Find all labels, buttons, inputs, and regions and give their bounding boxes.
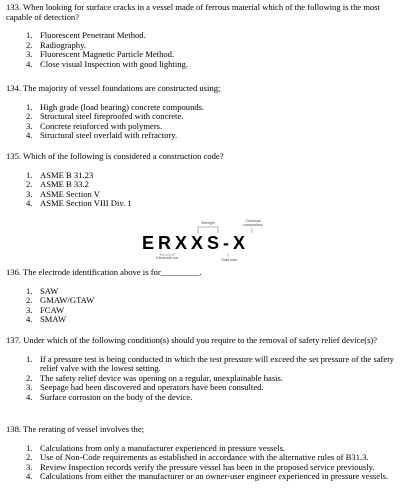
question-text: 134. The majority of vessel foundations are constructed using; (6, 83, 221, 93)
option-item: 3. Concrete reinforced with polymers. (26, 120, 163, 131)
option-item: 1. ASME B 31.23 (26, 169, 94, 180)
option-list (6, 103, 401, 141)
option-item: 1. Calculations from only a manufacturer experienced in pressure vessels. (26, 442, 286, 453)
option-item: 4. SMAW (26, 314, 67, 325)
question-text: 137. Under which of the following condition(s) should you require to the removal of safety relief device(s)? (6, 335, 378, 345)
question-text: 133. When looking for surface cracks in a vessel made of ferrous material which of the following is the most capable of detection? (6, 2, 381, 22)
option-item: 1. If a pressure test is being conducted in which the test pressure will exceed the set pressure of the safety relief valve with the lowest setting. (26, 353, 394, 374)
figure-label-chemical: Chemical composition (243, 219, 263, 227)
figure-label-strength: Strength (201, 221, 215, 225)
option-item: 4. Surface corrosion on the body of the device. (26, 391, 193, 402)
option-item: 3. ASME Section V (26, 188, 101, 199)
option-item: 4. Calculations from either the manufacturer or an owner-user engineer experienced in pressure vessels. (26, 471, 388, 482)
option-item: 4. ASME Section VIII Div. 1 (26, 198, 132, 209)
option-item: 3. Seepage had been discovered and operators have been consulted. (26, 382, 264, 393)
question-136 (6, 268, 401, 325)
option-item: 4. Close visual Inspection with good lighting. (26, 58, 188, 69)
option-item: 4. Structural steel overlaid with refractory. (26, 130, 178, 141)
option-item: 2. Use of Non-Code requirements as established in accordance with the alternative rules of B31.3. (26, 452, 369, 463)
electrode-code: ERXXS-X (142, 233, 250, 253)
question-135 (6, 152, 401, 209)
question-text: 136. The electrode identification above is for_________. (6, 267, 202, 277)
question-134 (6, 84, 401, 141)
question-138 (6, 425, 401, 482)
option-item: 1. Fluorescent Penetrant Method. (26, 30, 146, 41)
question-text: 138. The rerating of vessel involves the; (6, 424, 145, 434)
option-item: 2. ASME B 33.2 (26, 179, 89, 190)
option-list (6, 355, 401, 403)
option-item: 2. Radiography. (26, 39, 86, 50)
option-item: 3. FCAW (26, 304, 65, 315)
option-list (6, 171, 401, 209)
option-list (6, 287, 401, 325)
option-item: 1. SAW (26, 285, 59, 296)
option-item: 3. Fluorescent Magnetic Particle Method. (26, 49, 175, 60)
option-item: 3. Review Inspection records verify the pressure vessel has been in the proposed service previously. (26, 461, 375, 472)
option-item: 2. GMAW/GTAW (26, 295, 95, 306)
electrode-figure (140, 219, 270, 267)
question-137 (6, 336, 401, 403)
option-item: 2. The safety relief device was opening on a regular, unexplainable basis. (26, 372, 284, 383)
figure-label-solid: Solid wire (221, 258, 237, 262)
option-item: 1. High grade (load bearing) concrete compounds. (26, 101, 205, 112)
option-list (6, 31, 401, 69)
figure-label-electrode: Electrode rod (156, 256, 178, 260)
option-item: 2. Structural steel fireproofed with concrete. (26, 111, 184, 122)
option-list (6, 444, 401, 482)
question-text: 135. Which of the following is considered a construction code? (6, 151, 224, 161)
question-133 (6, 3, 401, 70)
